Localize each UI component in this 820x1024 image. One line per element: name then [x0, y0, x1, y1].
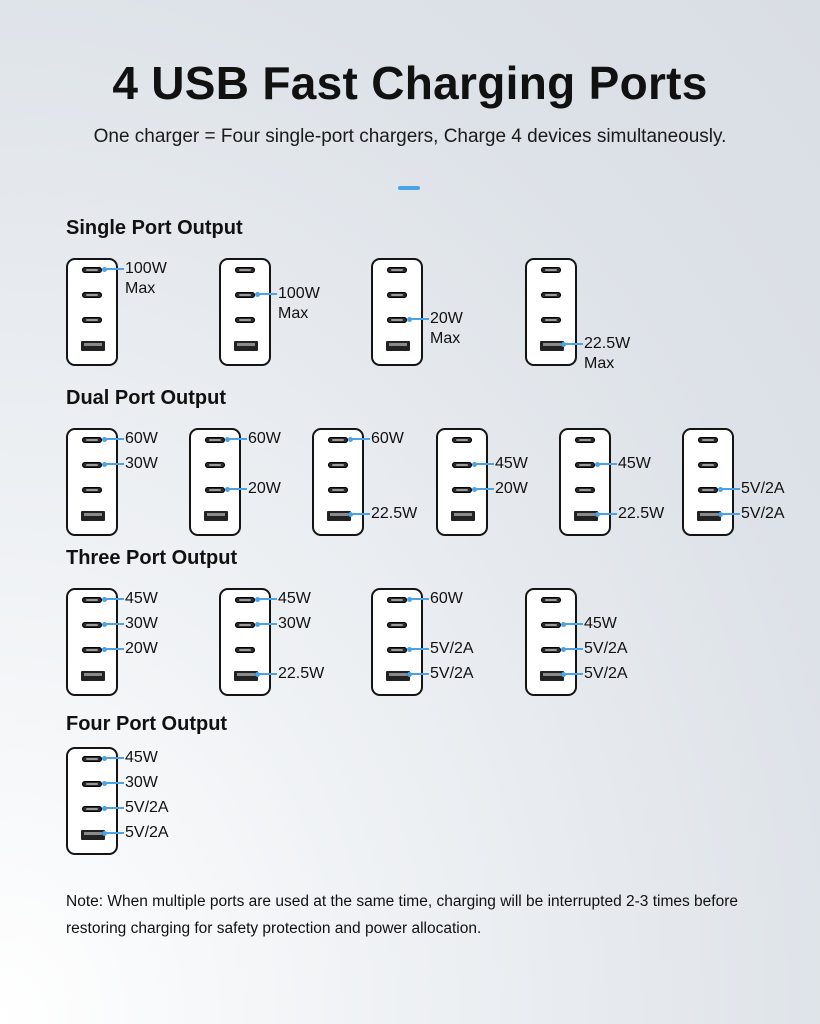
charger-diagram	[189, 428, 241, 536]
output-label: 45W	[125, 749, 158, 766]
usb-c-port-icon	[82, 622, 102, 628]
footnote: Note: When multiple ports are used at the same time, charging will be interrupted 2-3 times before restoring charging for safety protection and power allocation.	[66, 893, 738, 937]
usb-c-port-icon	[575, 462, 595, 468]
charger-diagram	[559, 428, 611, 536]
charger-diagram	[66, 588, 118, 696]
leader-line	[104, 648, 124, 650]
usb-c-port-icon	[235, 317, 255, 323]
leader-line	[104, 598, 124, 600]
output-label: 60W	[125, 430, 158, 447]
charger-diagram	[371, 588, 423, 696]
leader-line	[563, 648, 583, 650]
usb-c-port-icon	[328, 487, 348, 493]
leader-line	[474, 488, 494, 490]
usb-c-port-icon	[205, 437, 225, 443]
leader-line	[227, 438, 247, 440]
usb-c-port-icon	[82, 781, 102, 787]
output-label: 5V/2A	[430, 665, 474, 682]
usb-c-port-icon	[452, 462, 472, 468]
usb-c-port-icon	[387, 292, 407, 298]
output-label: 100W Max	[125, 260, 167, 297]
charger-diagram	[682, 428, 734, 536]
section-title-dual: Dual Port Output	[66, 387, 226, 409]
leader-line	[257, 623, 277, 625]
usb-c-port-icon	[205, 487, 225, 493]
section-title-four: Four Port Output	[66, 713, 228, 735]
usb-c-port-icon	[387, 267, 407, 273]
output-label: 20W	[125, 640, 158, 657]
output-label: 20W	[495, 480, 528, 497]
usb-c-port-icon	[82, 317, 102, 323]
charger-diagram	[219, 258, 271, 366]
output-label: 45W	[125, 590, 158, 607]
output-label: 45W	[584, 615, 617, 632]
output-label: 22.5W	[618, 505, 665, 522]
leader-line	[597, 463, 617, 465]
leader-line	[104, 782, 124, 784]
usb-c-port-icon	[235, 292, 255, 298]
output-label: 100W Max	[278, 285, 320, 322]
leader-line	[104, 623, 124, 625]
output-label: 5V/2A	[584, 640, 628, 657]
leader-line	[227, 488, 247, 490]
output-label: 20W Max	[430, 310, 463, 347]
leader-line	[104, 438, 124, 440]
page-title: 4 USB Fast Charging Ports	[112, 57, 708, 109]
output-label: 45W	[495, 455, 528, 472]
leader-line	[257, 293, 277, 295]
charger-diagram	[312, 428, 364, 536]
output-label: 30W	[125, 774, 158, 791]
usb-c-port-icon	[82, 756, 102, 762]
usb-c-port-icon	[452, 487, 472, 493]
usb-c-port-icon	[82, 292, 102, 298]
output-label: 5V/2A	[584, 665, 628, 682]
leader-line	[720, 488, 740, 490]
usb-c-port-icon	[698, 487, 718, 493]
usb-c-port-icon	[575, 437, 595, 443]
usb-c-port-icon	[452, 437, 472, 443]
output-label: 5V/2A	[125, 824, 169, 841]
leader-line	[563, 623, 583, 625]
usb-a-port-icon	[386, 341, 410, 351]
usb-c-port-icon	[82, 437, 102, 443]
usb-a-port-icon	[234, 341, 258, 351]
leader-line	[409, 648, 429, 650]
leader-line	[720, 513, 740, 515]
output-label: 45W	[278, 590, 311, 607]
usb-c-port-icon	[541, 267, 561, 273]
usb-c-port-icon	[328, 437, 348, 443]
output-label: 30W	[125, 455, 158, 472]
usb-c-port-icon	[541, 597, 561, 603]
output-label: 30W	[125, 615, 158, 632]
usb-c-port-icon	[235, 647, 255, 653]
usb-c-port-icon	[82, 267, 102, 273]
leader-line	[257, 598, 277, 600]
usb-a-port-icon	[451, 511, 475, 521]
charger-diagram	[525, 588, 577, 696]
output-label: 5V/2A	[741, 505, 785, 522]
output-label: 20W	[248, 480, 281, 497]
usb-c-port-icon	[575, 487, 595, 493]
leader-line	[104, 463, 124, 465]
usb-c-port-icon	[82, 806, 102, 812]
usb-a-port-icon	[204, 511, 228, 521]
page-subtitle: One charger = Four single-port chargers, Charge 4 devices simultaneously.	[93, 126, 727, 147]
output-label: 22.5W	[278, 665, 325, 682]
leader-line	[350, 438, 370, 440]
output-label: 22.5W	[371, 505, 418, 522]
charger-diagram	[66, 258, 118, 366]
usb-c-port-icon	[328, 462, 348, 468]
usb-a-port-icon	[81, 341, 105, 351]
output-label: 60W	[248, 430, 281, 447]
usb-c-port-icon	[541, 622, 561, 628]
leader-line	[104, 757, 124, 759]
output-label: 60W	[430, 590, 463, 607]
usb-a-port-icon	[81, 671, 105, 681]
leader-line	[104, 807, 124, 809]
leader-line	[257, 673, 277, 675]
usb-c-port-icon	[82, 647, 102, 653]
charger-diagram	[219, 588, 271, 696]
usb-c-port-icon	[387, 622, 407, 628]
usb-c-port-icon	[82, 597, 102, 603]
leader-line	[350, 513, 370, 515]
usb-c-port-icon	[235, 622, 255, 628]
usb-c-port-icon	[82, 462, 102, 468]
accent-divider	[398, 186, 420, 190]
usb-c-port-icon	[698, 462, 718, 468]
usb-c-port-icon	[541, 647, 561, 653]
output-label: 5V/2A	[741, 480, 785, 497]
leader-line	[409, 318, 429, 320]
charger-diagram	[525, 258, 577, 366]
leader-line	[563, 673, 583, 675]
output-label: 45W	[618, 455, 651, 472]
usb-c-port-icon	[541, 292, 561, 298]
leader-line	[409, 598, 429, 600]
output-label: 60W	[371, 430, 404, 447]
usb-c-port-icon	[235, 267, 255, 273]
usb-a-port-icon	[81, 511, 105, 521]
usb-c-port-icon	[235, 597, 255, 603]
output-label: 5V/2A	[125, 799, 169, 816]
leader-line	[563, 343, 583, 345]
charger-diagram	[66, 428, 118, 536]
leader-line	[474, 463, 494, 465]
usb-c-port-icon	[698, 437, 718, 443]
leader-line	[597, 513, 617, 515]
leader-line	[104, 268, 124, 270]
charger-diagram	[66, 747, 118, 855]
usb-c-port-icon	[387, 597, 407, 603]
charger-diagram	[436, 428, 488, 536]
output-label: 5V/2A	[430, 640, 474, 657]
usb-c-port-icon	[387, 317, 407, 323]
usb-c-port-icon	[387, 647, 407, 653]
section-title-single: Single Port Output	[66, 217, 243, 239]
charger-diagram	[371, 258, 423, 366]
leader-line	[104, 832, 124, 834]
section-title-three: Three Port Output	[66, 547, 238, 569]
output-label: 30W	[278, 615, 311, 632]
output-label: 22.5W Max	[584, 335, 631, 372]
usb-c-port-icon	[205, 462, 225, 468]
usb-c-port-icon	[82, 487, 102, 493]
leader-line	[409, 673, 429, 675]
usb-c-port-icon	[541, 317, 561, 323]
